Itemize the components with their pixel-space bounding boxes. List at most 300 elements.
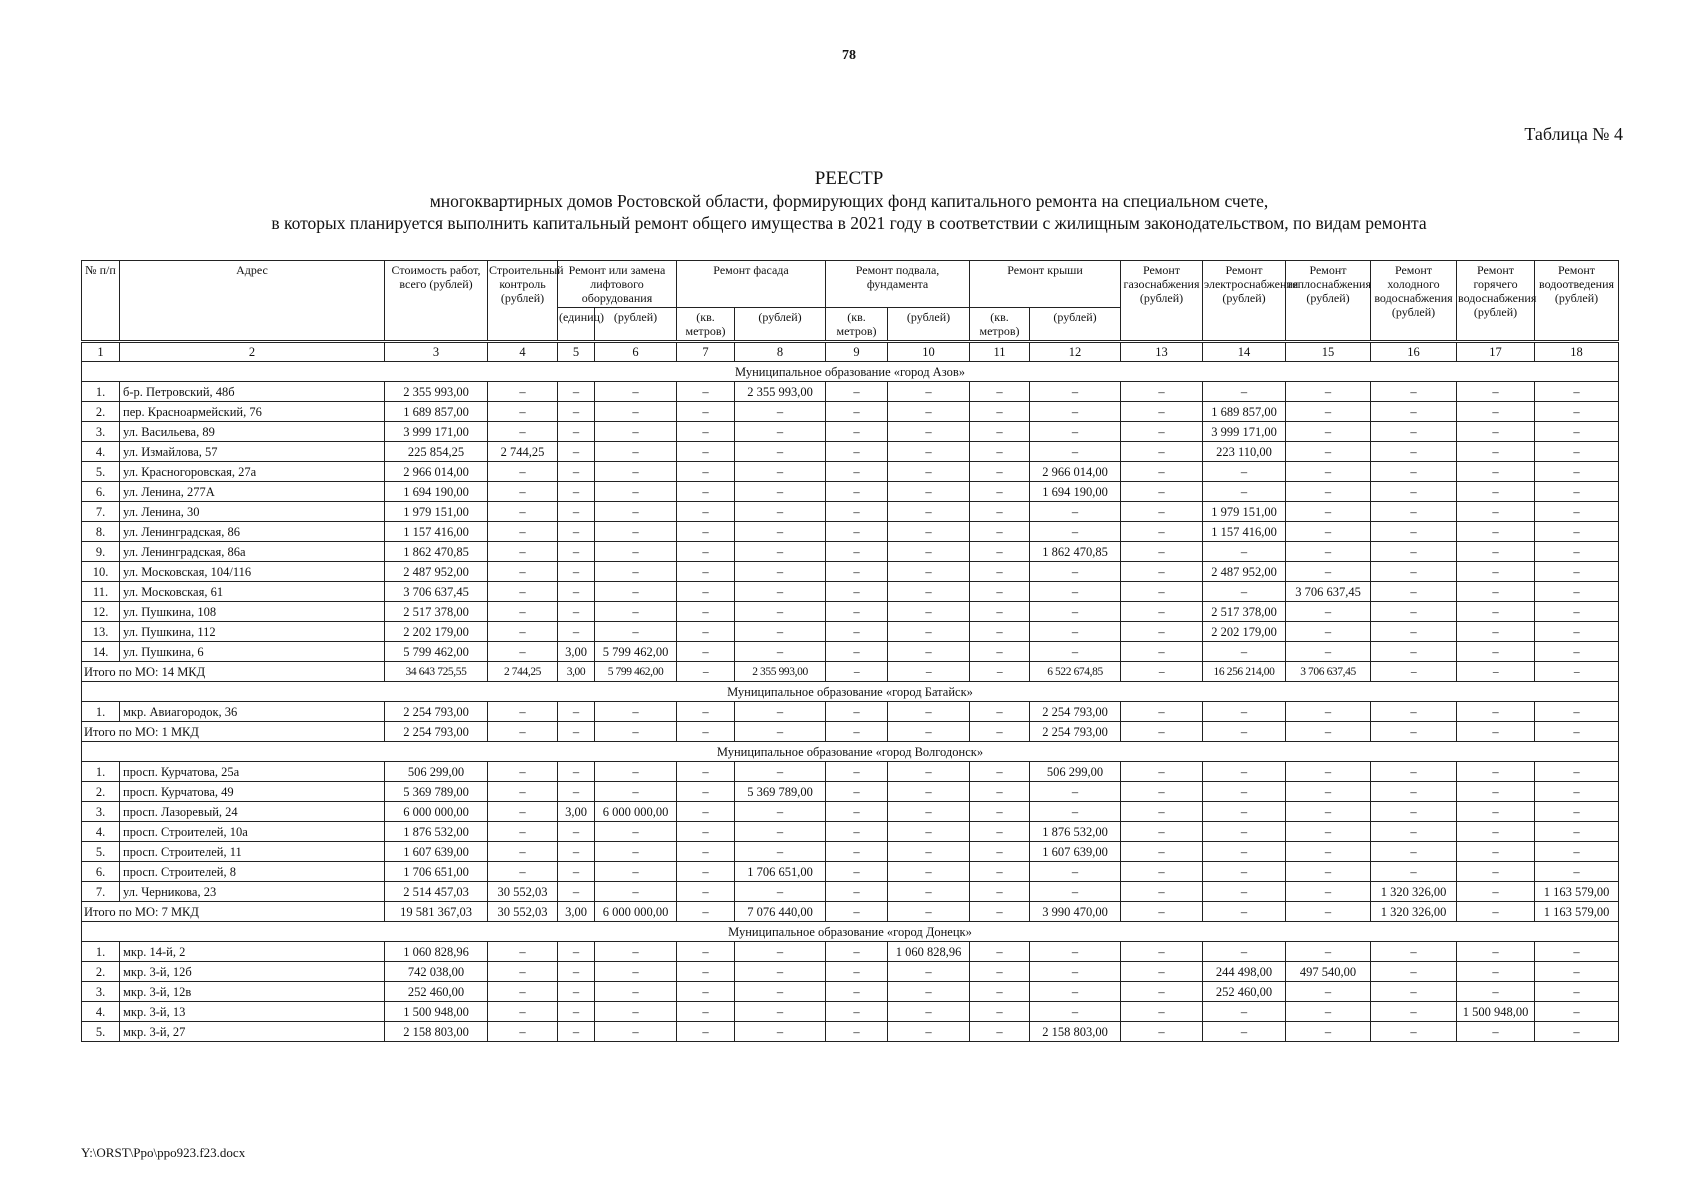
row-value: –	[595, 462, 677, 482]
row-number: 6.	[82, 482, 120, 502]
row-value: –	[1286, 982, 1371, 1002]
row-value: –	[1121, 462, 1203, 482]
total-value: –	[1121, 902, 1203, 922]
row-value: –	[1457, 942, 1535, 962]
row-value: –	[1535, 802, 1619, 822]
row-value: –	[1371, 1002, 1457, 1022]
row-value: –	[826, 982, 888, 1002]
table-row	[82, 842, 1619, 862]
row-value: –	[970, 522, 1030, 542]
row-value: –	[1121, 602, 1203, 622]
column-number: 3	[385, 342, 488, 362]
row-value: 223 110,00	[1203, 442, 1286, 462]
row-value: –	[888, 482, 970, 502]
row-value: –	[1030, 602, 1121, 622]
total-value: –	[1535, 722, 1619, 742]
row-value: –	[488, 802, 558, 822]
header-num: № п/п	[82, 261, 120, 342]
row-value: –	[1286, 882, 1371, 902]
row-value: 1 979 151,00	[1203, 502, 1286, 522]
row-value: –	[677, 982, 735, 1002]
row-value: –	[1371, 862, 1457, 882]
table-header	[82, 261, 1619, 342]
row-value: –	[1121, 582, 1203, 602]
header-cost: Стоимость работ, всего (рублей)	[385, 261, 488, 342]
header-facade: Ремонт фасада	[677, 261, 826, 308]
row-value: 506 299,00	[385, 762, 488, 782]
row-value: 1 706 651,00	[735, 862, 826, 882]
row-value: –	[1535, 862, 1619, 882]
table-row	[82, 562, 1619, 582]
row-value: 2 744,25	[488, 442, 558, 462]
header-lift: Ремонт или замена лифтового оборудования	[558, 261, 677, 308]
row-value: –	[970, 962, 1030, 982]
row-value: –	[677, 782, 735, 802]
row-value: –	[888, 842, 970, 862]
row-value: –	[1371, 582, 1457, 602]
row-value: –	[970, 422, 1030, 442]
row-value: –	[1371, 622, 1457, 642]
column-number: 12	[1030, 342, 1121, 362]
column-number: 10	[888, 342, 970, 362]
row-value: –	[595, 562, 677, 582]
row-value: –	[488, 542, 558, 562]
row-value: –	[1203, 482, 1286, 502]
column-number: 14	[1203, 342, 1286, 362]
row-number: 5.	[82, 462, 120, 482]
row-value: –	[1203, 762, 1286, 782]
row-value: –	[735, 482, 826, 502]
row-value: –	[735, 602, 826, 622]
row-value: –	[1286, 542, 1371, 562]
row-value: 2 254 793,00	[385, 702, 488, 722]
row-value: –	[1121, 522, 1203, 542]
row-value: –	[826, 622, 888, 642]
row-value: –	[488, 382, 558, 402]
row-value: –	[826, 882, 888, 902]
row-value: –	[1121, 562, 1203, 582]
row-value: –	[558, 982, 595, 1002]
column-number: 5	[558, 342, 595, 362]
total-value: –	[1286, 902, 1371, 922]
row-value: –	[888, 642, 970, 662]
total-value: –	[1457, 662, 1535, 682]
row-value: –	[1371, 942, 1457, 962]
row-value: –	[735, 622, 826, 642]
row-number: 4.	[82, 822, 120, 842]
row-value: –	[1535, 822, 1619, 842]
row-value: –	[1371, 402, 1457, 422]
row-value: –	[735, 582, 826, 602]
row-value: –	[826, 942, 888, 962]
row-number: 4.	[82, 442, 120, 462]
row-value: –	[1203, 1002, 1286, 1022]
row-value: –	[558, 602, 595, 622]
row-value: –	[1121, 502, 1203, 522]
row-value: –	[735, 642, 826, 662]
row-value: –	[888, 402, 970, 422]
row-value: –	[1286, 482, 1371, 502]
row-value: –	[970, 782, 1030, 802]
row-value: –	[1030, 982, 1121, 1002]
row-value: –	[1457, 622, 1535, 642]
table-row	[82, 982, 1619, 1002]
row-value: –	[595, 442, 677, 462]
row-value: –	[1535, 502, 1619, 522]
row-value: –	[558, 622, 595, 642]
row-value: –	[888, 962, 970, 982]
total-value: –	[888, 722, 970, 742]
row-value: –	[558, 1022, 595, 1042]
row-value: –	[595, 882, 677, 902]
row-value: –	[1457, 382, 1535, 402]
row-value: –	[677, 602, 735, 622]
row-value: 5 799 462,00	[595, 642, 677, 662]
row-value: –	[1286, 1022, 1371, 1042]
table-row	[82, 402, 1619, 422]
row-value: –	[1457, 962, 1535, 982]
row-value: –	[1121, 422, 1203, 442]
column-number: 16	[1371, 342, 1457, 362]
row-value: –	[595, 502, 677, 522]
row-value: –	[1121, 822, 1203, 842]
total-value: 16 256 214,00	[1203, 662, 1286, 682]
row-value: –	[488, 702, 558, 722]
row-address: ул. Красногоровская, 27а	[120, 462, 385, 482]
row-value: –	[1121, 862, 1203, 882]
row-address: просп. Строителей, 10а	[120, 822, 385, 842]
row-value: –	[970, 602, 1030, 622]
row-value: –	[888, 702, 970, 722]
row-value: –	[888, 382, 970, 402]
row-value: –	[1371, 822, 1457, 842]
total-value: –	[970, 662, 1030, 682]
row-value: –	[970, 842, 1030, 862]
row-value: –	[1030, 402, 1121, 422]
column-number: 7	[677, 342, 735, 362]
row-value: –	[1457, 702, 1535, 722]
row-value: –	[735, 522, 826, 542]
row-number: 2.	[82, 402, 120, 422]
row-value: –	[888, 422, 970, 442]
row-address: мкр. 14-й, 2	[120, 942, 385, 962]
row-value: –	[1121, 622, 1203, 642]
header-facade-rub: (рублей)	[735, 308, 826, 342]
row-address: пер. Красноармейский, 76	[120, 402, 385, 422]
section-title: Муниципальное образование «город Донецк»	[82, 922, 1619, 942]
row-value: –	[488, 822, 558, 842]
row-value: –	[595, 962, 677, 982]
row-value: –	[1030, 862, 1121, 882]
row-value: –	[826, 642, 888, 662]
table-row	[82, 1002, 1619, 1022]
row-value: –	[1030, 382, 1121, 402]
row-value: –	[1457, 642, 1535, 662]
row-value: –	[970, 462, 1030, 482]
row-value: –	[1121, 1002, 1203, 1022]
total-value: –	[1371, 722, 1457, 742]
row-value: –	[826, 382, 888, 402]
row-value: 3,00	[558, 642, 595, 662]
row-value: –	[735, 982, 826, 1002]
total-value: –	[735, 722, 826, 742]
total-row	[82, 902, 1619, 922]
row-address: ул. Ленинградская, 86а	[120, 542, 385, 562]
row-value: –	[888, 862, 970, 882]
row-value: –	[735, 822, 826, 842]
row-value: –	[1030, 882, 1121, 902]
row-value: –	[558, 702, 595, 722]
table-label: Таблица № 4	[1524, 124, 1623, 144]
row-value: –	[1121, 842, 1203, 862]
row-value: –	[826, 822, 888, 842]
row-value: –	[1030, 502, 1121, 522]
row-value: –	[1203, 782, 1286, 802]
row-value: –	[595, 842, 677, 862]
total-value: 2 254 793,00	[1030, 722, 1121, 742]
row-value: –	[1535, 942, 1619, 962]
row-value: –	[888, 462, 970, 482]
row-value: –	[1535, 562, 1619, 582]
row-value: –	[677, 442, 735, 462]
row-value: –	[488, 562, 558, 582]
row-value: –	[1203, 582, 1286, 602]
column-number: 17	[1457, 342, 1535, 362]
total-value: 6 522 674,85	[1030, 662, 1121, 682]
row-value: –	[1535, 482, 1619, 502]
row-value: –	[970, 702, 1030, 722]
row-value: –	[595, 402, 677, 422]
row-value: –	[1371, 842, 1457, 862]
row-value: –	[888, 442, 970, 462]
row-value: –	[735, 882, 826, 902]
row-value: 2 355 993,00	[385, 382, 488, 402]
row-value: –	[970, 1002, 1030, 1022]
row-value: –	[1457, 762, 1535, 782]
row-value: –	[735, 1022, 826, 1042]
row-value: 5 369 789,00	[735, 782, 826, 802]
table-row	[82, 382, 1619, 402]
row-number: 1.	[82, 942, 120, 962]
row-value: –	[826, 1022, 888, 1042]
row-value: –	[558, 462, 595, 482]
row-value: 252 460,00	[1203, 982, 1286, 1002]
row-value: –	[1535, 422, 1619, 442]
row-value: –	[1030, 562, 1121, 582]
row-value: –	[970, 802, 1030, 822]
header-roof-rub: (рублей)	[1030, 308, 1121, 342]
table-row	[82, 582, 1619, 602]
row-value: –	[488, 1022, 558, 1042]
row-value: –	[826, 522, 888, 542]
row-number: 6.	[82, 862, 120, 882]
row-value: –	[558, 422, 595, 442]
row-value: –	[595, 942, 677, 962]
row-address: просп. Курчатова, 49	[120, 782, 385, 802]
row-value: –	[1371, 502, 1457, 522]
row-value: –	[558, 862, 595, 882]
row-value: –	[677, 562, 735, 582]
row-value: –	[1371, 542, 1457, 562]
row-value: –	[1286, 522, 1371, 542]
row-value: –	[1286, 442, 1371, 462]
column-number: 11	[970, 342, 1030, 362]
header-drainage: Ремонт водоотведения (рублей)	[1535, 261, 1619, 342]
header-basement-rub: (рублей)	[888, 308, 970, 342]
row-value: –	[488, 622, 558, 642]
row-value: –	[1371, 462, 1457, 482]
row-value: 3,00	[558, 802, 595, 822]
row-value: –	[1535, 402, 1619, 422]
row-value: 2 966 014,00	[1030, 462, 1121, 482]
row-value: –	[888, 622, 970, 642]
row-value: 1 163 579,00	[1535, 882, 1619, 902]
table-row	[82, 802, 1619, 822]
row-value: 1 607 639,00	[1030, 842, 1121, 862]
total-value: –	[677, 662, 735, 682]
row-value: –	[488, 642, 558, 662]
row-value: 2 487 952,00	[385, 562, 488, 582]
row-value: –	[558, 942, 595, 962]
row-value: –	[888, 882, 970, 902]
row-value: –	[1286, 382, 1371, 402]
row-value: –	[1203, 802, 1286, 822]
column-number: 15	[1286, 342, 1371, 362]
row-value: –	[1371, 962, 1457, 982]
row-value: –	[677, 382, 735, 402]
row-value: –	[1203, 942, 1286, 962]
row-value: –	[826, 602, 888, 622]
row-value: –	[1535, 542, 1619, 562]
row-value: –	[595, 1022, 677, 1042]
total-value: 7 076 440,00	[735, 902, 826, 922]
header-facade-m: (кв. метров)	[677, 308, 735, 342]
row-value: –	[1535, 602, 1619, 622]
row-value: 2 254 793,00	[1030, 702, 1121, 722]
table-row	[82, 622, 1619, 642]
row-value: –	[677, 522, 735, 542]
row-value: –	[1535, 642, 1619, 662]
row-value: –	[1371, 562, 1457, 582]
row-value: –	[970, 822, 1030, 842]
row-value: –	[1286, 1002, 1371, 1022]
row-value: –	[1371, 382, 1457, 402]
row-value: –	[1203, 642, 1286, 662]
header-basement-m: (кв. метров)	[826, 308, 888, 342]
header-control: Строительный контроль (рублей)	[488, 261, 558, 342]
row-value: –	[1286, 462, 1371, 482]
total-value: –	[970, 902, 1030, 922]
total-value: –	[826, 902, 888, 922]
row-value: 1 979 151,00	[385, 502, 488, 522]
row-value: –	[826, 782, 888, 802]
table-row	[82, 882, 1619, 902]
row-value: 225 854,25	[385, 442, 488, 462]
row-value: 1 694 190,00	[1030, 482, 1121, 502]
row-value: –	[1030, 1002, 1121, 1022]
row-value: 1 060 828,96	[888, 942, 970, 962]
row-value: –	[488, 582, 558, 602]
row-value: –	[970, 442, 1030, 462]
table-body	[82, 342, 1619, 1042]
header-lift-units: (единиц)	[558, 308, 595, 342]
row-value: –	[1286, 762, 1371, 782]
row-value: –	[735, 842, 826, 862]
row-value: 2 966 014,00	[385, 462, 488, 482]
section-row	[82, 362, 1619, 382]
row-address: ул. Пушкина, 112	[120, 622, 385, 642]
row-value: –	[826, 482, 888, 502]
row-value: –	[677, 962, 735, 982]
row-value: 1 060 828,96	[385, 942, 488, 962]
row-value: –	[970, 502, 1030, 522]
row-value: –	[735, 702, 826, 722]
row-address: ул. Пушкина, 108	[120, 602, 385, 622]
total-value: –	[488, 722, 558, 742]
row-value: –	[488, 842, 558, 862]
row-number: 3.	[82, 422, 120, 442]
row-value: –	[888, 782, 970, 802]
row-value: –	[1457, 542, 1535, 562]
row-number: 1.	[82, 702, 120, 722]
row-value: 1 500 948,00	[385, 1002, 488, 1022]
row-value: –	[595, 422, 677, 442]
row-value: –	[488, 782, 558, 802]
row-value: 1 689 857,00	[1203, 402, 1286, 422]
row-value: –	[677, 942, 735, 962]
row-value: 506 299,00	[1030, 762, 1121, 782]
row-value: –	[558, 962, 595, 982]
row-value: –	[595, 542, 677, 562]
row-value: 5 369 789,00	[385, 782, 488, 802]
total-value: –	[595, 722, 677, 742]
title-line-3: в которых планируется выполнить капитальный ремонт общего имущества в 2021 году в соответствии с жилищным законодательством, по видам ремонта	[271, 213, 1427, 233]
row-value: –	[1457, 522, 1535, 542]
row-value: –	[677, 542, 735, 562]
row-value: –	[677, 882, 735, 902]
row-value: –	[1286, 502, 1371, 522]
row-value: –	[1030, 802, 1121, 822]
row-value: –	[1535, 782, 1619, 802]
row-value: –	[595, 382, 677, 402]
total-value: –	[888, 902, 970, 922]
row-value: 244 498,00	[1203, 962, 1286, 982]
row-value: –	[595, 1002, 677, 1022]
row-value: –	[677, 422, 735, 442]
total-value: 19 581 367,03	[385, 902, 488, 922]
row-value: –	[595, 862, 677, 882]
table-row	[82, 522, 1619, 542]
row-value: –	[1286, 802, 1371, 822]
row-value: –	[1535, 982, 1619, 1002]
row-number: 7.	[82, 502, 120, 522]
row-number: 1.	[82, 382, 120, 402]
row-value: –	[595, 782, 677, 802]
row-value: –	[826, 842, 888, 862]
row-value: –	[1457, 802, 1535, 822]
document-title	[0, 168, 1698, 234]
table-row	[82, 642, 1619, 662]
section-title: Муниципальное образование «город Волгодонск»	[82, 742, 1619, 762]
row-value: –	[1121, 782, 1203, 802]
row-value: –	[1286, 622, 1371, 642]
row-number: 11.	[82, 582, 120, 602]
row-value: –	[1286, 822, 1371, 842]
row-value: –	[1121, 442, 1203, 462]
row-value: –	[1121, 882, 1203, 902]
row-address: просп. Строителей, 11	[120, 842, 385, 862]
table-row	[82, 782, 1619, 802]
